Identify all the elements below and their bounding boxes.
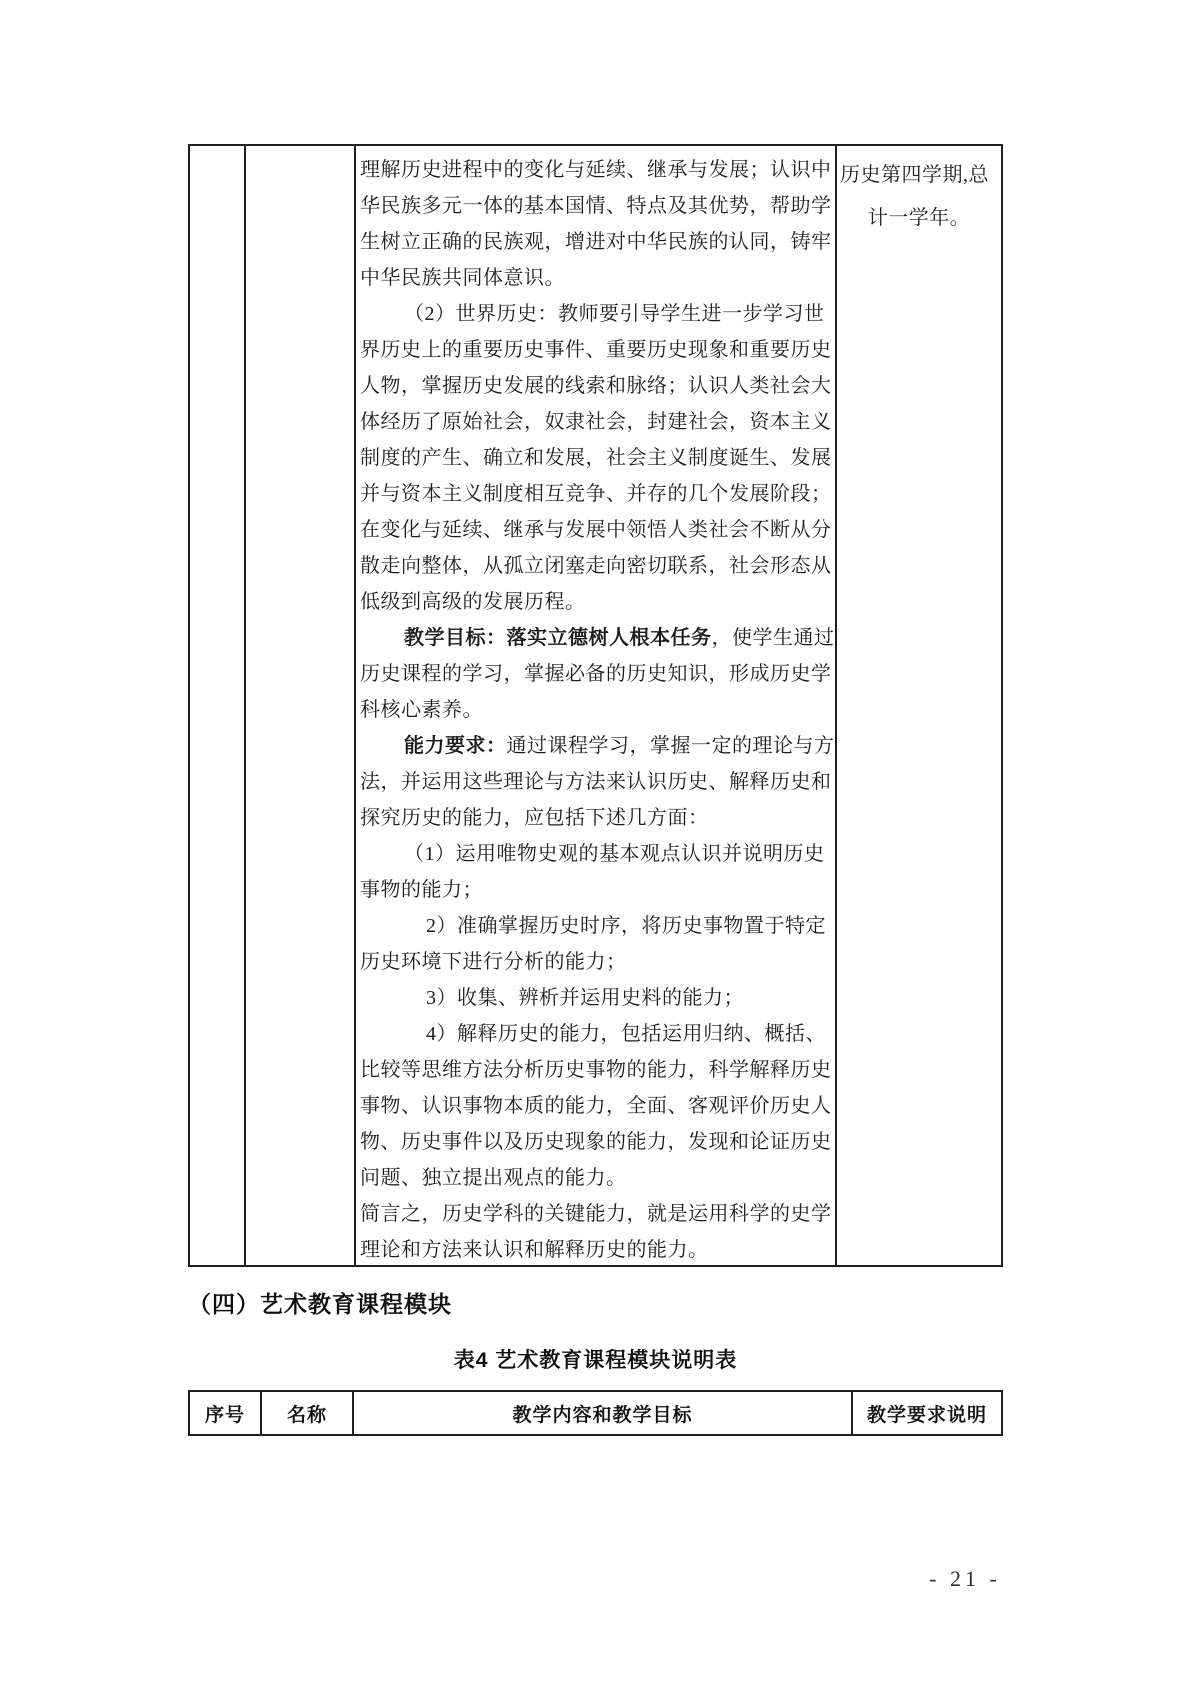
table-caption: 表4 艺术教育课程模块说明表 — [453, 1349, 738, 1372]
history-content-cell — [356, 146, 837, 1265]
text-line: 2）准确掌握历史时序，将历史事物置于特定 — [426, 915, 826, 937]
art-module-table-header — [188, 1390, 1003, 1436]
column-header-name: 名称 — [262, 1392, 354, 1434]
text-line: 中华民族共同体意识。 — [360, 267, 565, 289]
text-line: 法，并运用这些理论与方法来认识历史、解释历史和 — [360, 771, 832, 793]
text-line: 理解历史进程中的变化与延续、继承与发展；认识中 — [360, 159, 832, 181]
text-line: 问题、独立提出观点的能力。 — [360, 1167, 627, 1189]
text-line: 事物、认识事物本质的能力，全面、客观评价历史人 — [360, 1095, 832, 1117]
text-line: 低级到高级的发展历程。 — [360, 591, 586, 613]
text-line: 科核心素养。 — [360, 699, 483, 721]
text-line: 制度的产生、确立和发展，社会主义制度诞生、发展 — [360, 447, 832, 469]
text-line: 并与资本主义制度相互竞争、并存的几个发展阶段； — [360, 483, 832, 505]
text-line: 华民族多元一体的基本国情、特点及其优势，帮助学 — [360, 195, 832, 217]
history-seq-cell — [190, 146, 246, 1265]
text-line: 物、历史事件以及历史现象的能力，发现和论证历史 — [360, 1131, 832, 1153]
text-line: 4）解释历史的能力，包括运用归纳、概括、 — [426, 1023, 826, 1045]
history-requirement-cell — [837, 146, 1001, 1265]
text-line: 散走向整体，从孤立闭塞走向密切联系，社会形态从 — [360, 555, 832, 577]
text-line: 体经历了原始社会，奴隶社会，封建社会，资本主义 — [360, 411, 832, 433]
text-line: 3）收集、辨析并运用史料的能力； — [426, 987, 744, 1009]
column-header-requirements: 教学要求说明 — [866, 1404, 987, 1426]
text-line: （2）世界历史：教师要引导学生进一步学习世 — [404, 303, 825, 325]
text-line: 历史环境下进行分析的能力； — [360, 951, 627, 973]
history-name-cell — [246, 146, 356, 1265]
text-line: 界历史上的重要历史事件、重要历史现象和重要历史 — [360, 339, 832, 361]
text-line: 比较等思维方法分析历史事物的能力，科学解释历史 — [360, 1059, 832, 1081]
text-line: 教学目标：落实立德树人根本任务，使学生通过 — [404, 627, 835, 649]
text-line: 理论和方法来认识和解释历史的能力。 — [360, 1239, 709, 1261]
text-line: 在变化与延续、继承与发展中领悟人类社会不断从分 — [360, 519, 832, 541]
text-line: （1）运用唯物史观的基本观点认识并说明历史 — [404, 843, 825, 865]
requirement-note-line: 历史第四学期,总 — [840, 164, 989, 186]
text-line: 简言之，历史学科的关键能力，就是运用科学的史学 — [360, 1203, 832, 1225]
text-line: 事物的能力； — [360, 879, 483, 901]
requirement-note-line: 计一学年。 — [867, 207, 971, 229]
section-heading: （四）艺术教育课程模块 — [188, 1291, 452, 1317]
page-number: - 21 - — [929, 1566, 1001, 1591]
text-line: 生树立正确的民族观，增进对中华民族的认同，铸牢 — [360, 231, 832, 253]
text-line: 历史课程的学习，掌握必备的历史知识，形成历史学 — [360, 663, 832, 685]
history-module-table — [188, 144, 1003, 1267]
text-line: 能力要求：通过课程学习，掌握一定的理论与方 — [404, 735, 835, 757]
text-line: 探究历史的能力，应包括下述几方面： — [360, 807, 709, 829]
column-header-content-goals: 教学内容和教学目标 — [354, 1392, 853, 1434]
text-line: 人物，掌握历史发展的线索和脉络；认识人类社会大 — [360, 375, 832, 397]
column-header-seq: 序号 — [190, 1392, 262, 1434]
